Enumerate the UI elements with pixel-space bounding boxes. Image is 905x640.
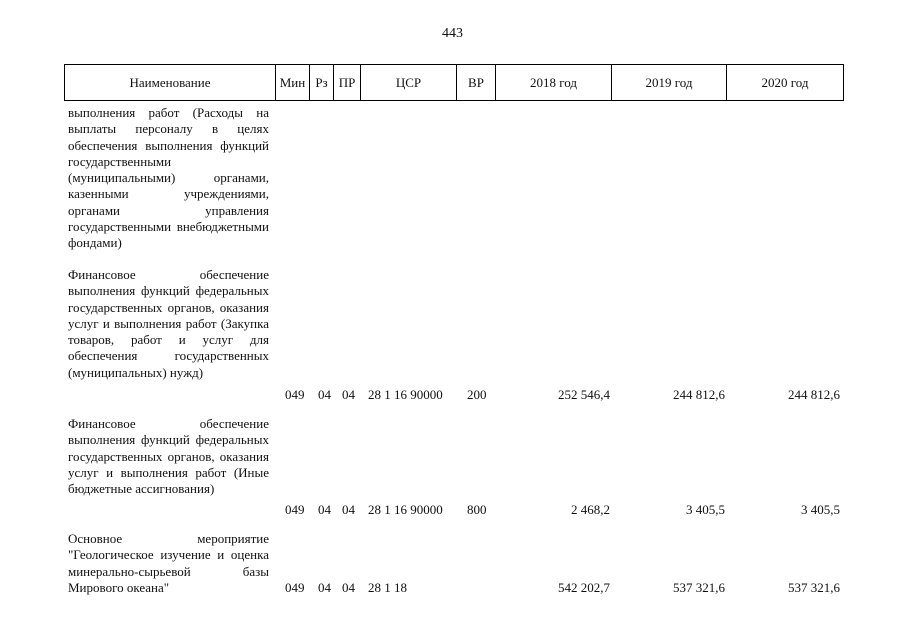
- row-2018: 252 546,4: [558, 387, 610, 402]
- row-2019: 244 812,6: [673, 387, 725, 402]
- row-2019: 3 405,5: [686, 502, 725, 517]
- header-csr: ЦСР: [361, 65, 457, 100]
- row-csr: 28 1 16 90000: [368, 387, 443, 402]
- row-min: 049: [285, 580, 305, 595]
- header-pr: ПР: [334, 65, 361, 100]
- row-2020: 537 321,6: [788, 580, 840, 595]
- header-2020: 2020 год: [761, 74, 809, 90]
- page-number: 443: [442, 26, 463, 41]
- header-rz: Рз: [310, 65, 334, 100]
- row-2019: 537 321,6: [673, 580, 725, 595]
- header-vr: ВР: [457, 65, 496, 100]
- row-min: 049: [285, 502, 305, 517]
- row-name: выполнения работ (Расходы на выплаты персоналу в целях обеспечения выполнения функций государственными (муниципальными) органами, казенными учреждениями, органами управления государственными внебюджетными фондами): [68, 105, 269, 251]
- row-rz: 04: [318, 387, 331, 402]
- row-csr: 28 1 16 90000: [368, 502, 443, 517]
- row-2020: 3 405,5: [801, 502, 840, 517]
- row-rz: 04: [318, 502, 331, 517]
- table-header: [64, 64, 844, 101]
- row-2020: 244 812,6: [788, 387, 840, 402]
- row-name: Финансовое обеспечение выполнения функций федеральных государственных органов, оказания услуг и выполнения работ (Закупка товаров, работ и услуг для обеспечения государственных (муниципальных) нужд): [68, 267, 269, 380]
- row-name: Финансовое обеспечение выполнения функций федеральных государственных органов, оказания услуг и выполнения работ (Иные бюджетные ассигнования): [68, 416, 269, 497]
- row-rz: 04: [318, 580, 331, 595]
- row-csr: 28 1 18: [368, 580, 407, 595]
- row-2018: 2 468,2: [571, 502, 610, 517]
- row-vr: 200: [467, 387, 487, 402]
- row-min: 049: [285, 387, 305, 402]
- row-vr: 800: [467, 502, 487, 517]
- row-2018: 542 202,7: [558, 580, 610, 595]
- row-pr: 04: [342, 387, 355, 402]
- row-pr: 04: [342, 502, 355, 517]
- header-2019: 2019 год: [612, 65, 727, 100]
- header-min: Мин: [276, 65, 310, 100]
- row-name: Основное мероприятие "Геологическое изучение и оценка минерально-сырьевой базы Мирового океана": [68, 531, 269, 595]
- row-pr: 04: [342, 580, 355, 595]
- header-name: Наименование: [65, 65, 276, 100]
- header-2018: 2018 год: [496, 65, 612, 100]
